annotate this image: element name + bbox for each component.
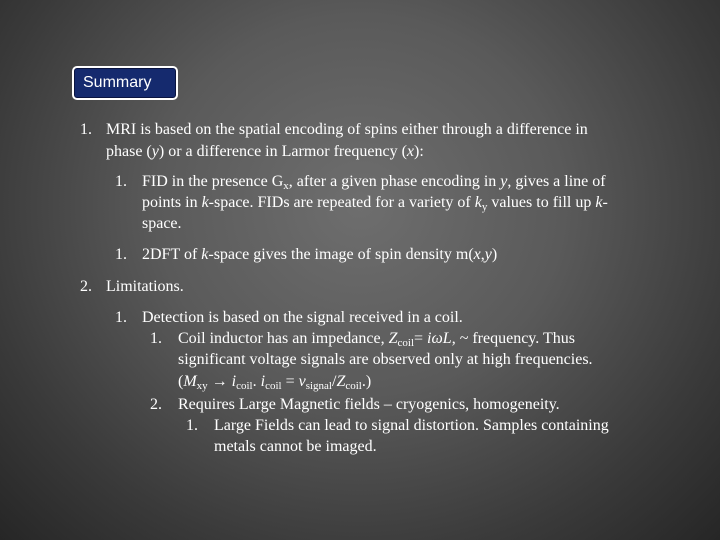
list-number: 1. [80, 121, 92, 138]
list-item-text: MRI is based on the spatial encoding of spins either through a difference in [106, 121, 588, 138]
list-item-text: metals cannot be imaged. [214, 438, 377, 455]
list-number: 1. [150, 330, 162, 347]
list-item-text: 2DFT of k-space gives the image of spin density m(x,y) [142, 246, 498, 263]
list-item-text: FID in the presence $G_x$, after a given phase encoding in y, gives a line of [142, 173, 606, 192]
list-item-text: Detection is based on the signal received in a coil. [142, 309, 463, 326]
list-number: 1. [115, 246, 127, 263]
list-item-text: phase (y) or a difference in Larmor frequency (x): [106, 143, 424, 160]
list-number: 1. [115, 173, 127, 190]
list-item-text: Limitations. [106, 278, 184, 295]
slide-title: Summary [72, 66, 178, 100]
list-item-text: Requires Large Magnetic fields – cryogenics, homogeneity. [178, 396, 560, 413]
list-item-text: Large Fields can lead to signal distortion. Samples containing [214, 417, 609, 434]
list-number: 2. [150, 396, 162, 413]
list-item-text: ($M_{xy} \to i_{coil}$. $i_{coil} = v_{signal}/Z_{coil}$.) [178, 373, 372, 392]
list-item-text: space. [142, 215, 182, 232]
list-item-text: significant voltage signals are observed only at high frequencies. [178, 351, 593, 368]
list-item-text: points in k-space. FIDs are repeated for a variety of $k_y$ values to fill up k- [142, 194, 608, 213]
list-number: 1. [186, 417, 198, 434]
list-number: 2. [80, 278, 92, 295]
list-item-text: Coil inductor has an impedance, $Z_{coil}= i\omega L$, ~ frequency. Thus [178, 330, 575, 349]
list-number: 1. [115, 309, 127, 326]
